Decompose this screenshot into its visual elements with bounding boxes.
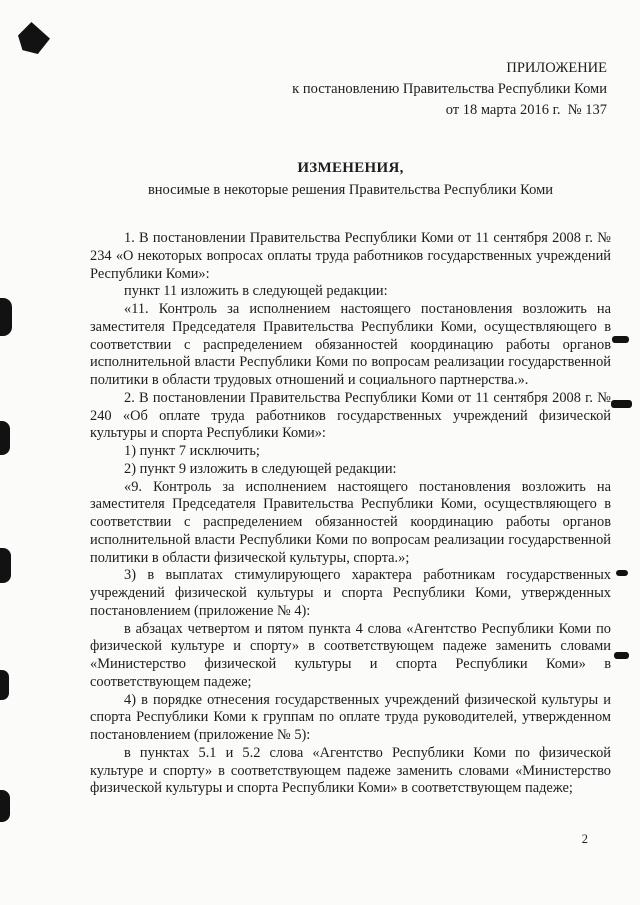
body-paragraph: 3) в выплатах стимулирующего характера работникам государственных учреждений физической культуры и спорта Республики Коми, утвержденных постановлением (приложение № 4): [90,567,611,619]
body-paragraph: «9. Контроль за исполнением настоящего постановления возложить на заместителя Председателя Правительства Республики Коми, осуществляющего в соответствии с распределением обязанностей координацию работы органов исполнительной власти Республики Коми по вопросам реализации государственной политики в области физической культуры, спорта.»; [90,478,611,566]
scan-artifact [0,421,10,455]
appendix-header-line1: ПРИЛОЖЕНИЕ [506,60,607,76]
document-body [90,230,611,798]
document-title-block [90,160,611,199]
scan-artifact [616,570,628,576]
body-paragraph: 2) пункт 9 изложить в следующей редакции: [124,460,397,477]
appendix-header-line2: к постановлению Правительства Республики Коми [292,81,607,97]
appendix-header [292,58,607,121]
body-paragraph: 1. В постановлении Правительства Республики Коми от 11 сентября 2008 г. № 234 «О некоторых вопросах оплаты труда работников государственных учреждений Республики Коми»: [90,230,611,282]
document-title: ИЗМЕНЕНИЯ, [297,160,404,176]
appendix-header-line3: от 18 марта 2016 г. № 137 [445,102,607,118]
scan-artifact [0,790,10,822]
body-paragraph: пункт 11 изложить в следующей редакции: [124,283,388,300]
scan-artifact [0,298,12,336]
scan-artifact [0,548,11,583]
scan-artifact [611,400,632,408]
scan-artifact [18,22,50,54]
scan-artifact [0,670,9,700]
body-paragraph: 1) пункт 7 исключить; [124,443,260,459]
body-paragraph: 2. В постановлении Правительства Республики Коми от 11 сентября 2008 г. № 240 «Об оплате труда работников государственных учреждений физической культуры и спорта Республики Коми»: [90,389,611,442]
body-paragraph: в пунктах 5.1 и 5.2 слова «Агентство Республики Коми по физической культуре и спорту» в соответствующем падеже заменить словами «Министерство физической культуры и спорта Республики Коми» в соответствующем падеже; [90,744,611,797]
scan-artifact [614,652,629,659]
scan-artifact [612,336,629,343]
body-paragraph: в абзацах четвертом и пятом пункта 4 слова «Агентство Республики Коми по физической культуре и спорту» в соответствующем падеже заменить словами «Министерство физической культуры и спорта Республики Коми» в соответствующем падеже; [90,620,611,690]
page-number: 2 [581,832,588,846]
body-paragraph: 4) в порядке отнесения государственных учреждений физической культуры и спорта Республики Коми к группам по оплате труда руководителей, утвержденном постановлением (приложение № 5): [90,691,611,743]
document-subtitle: вносимые в некоторые решения Правительства Республики Коми [147,182,554,198]
body-paragraph: «11. Контроль за исполнением настоящего постановления возложить на заместителя Председателя Правительства Республики Коми, осуществляющего в соответствии с распределением обязанностей координацию работы органов исполнительной власти Республики Коми по вопросам реализации государственной политики в области трудовых отношений и социального партнерства.». [90,301,611,388]
